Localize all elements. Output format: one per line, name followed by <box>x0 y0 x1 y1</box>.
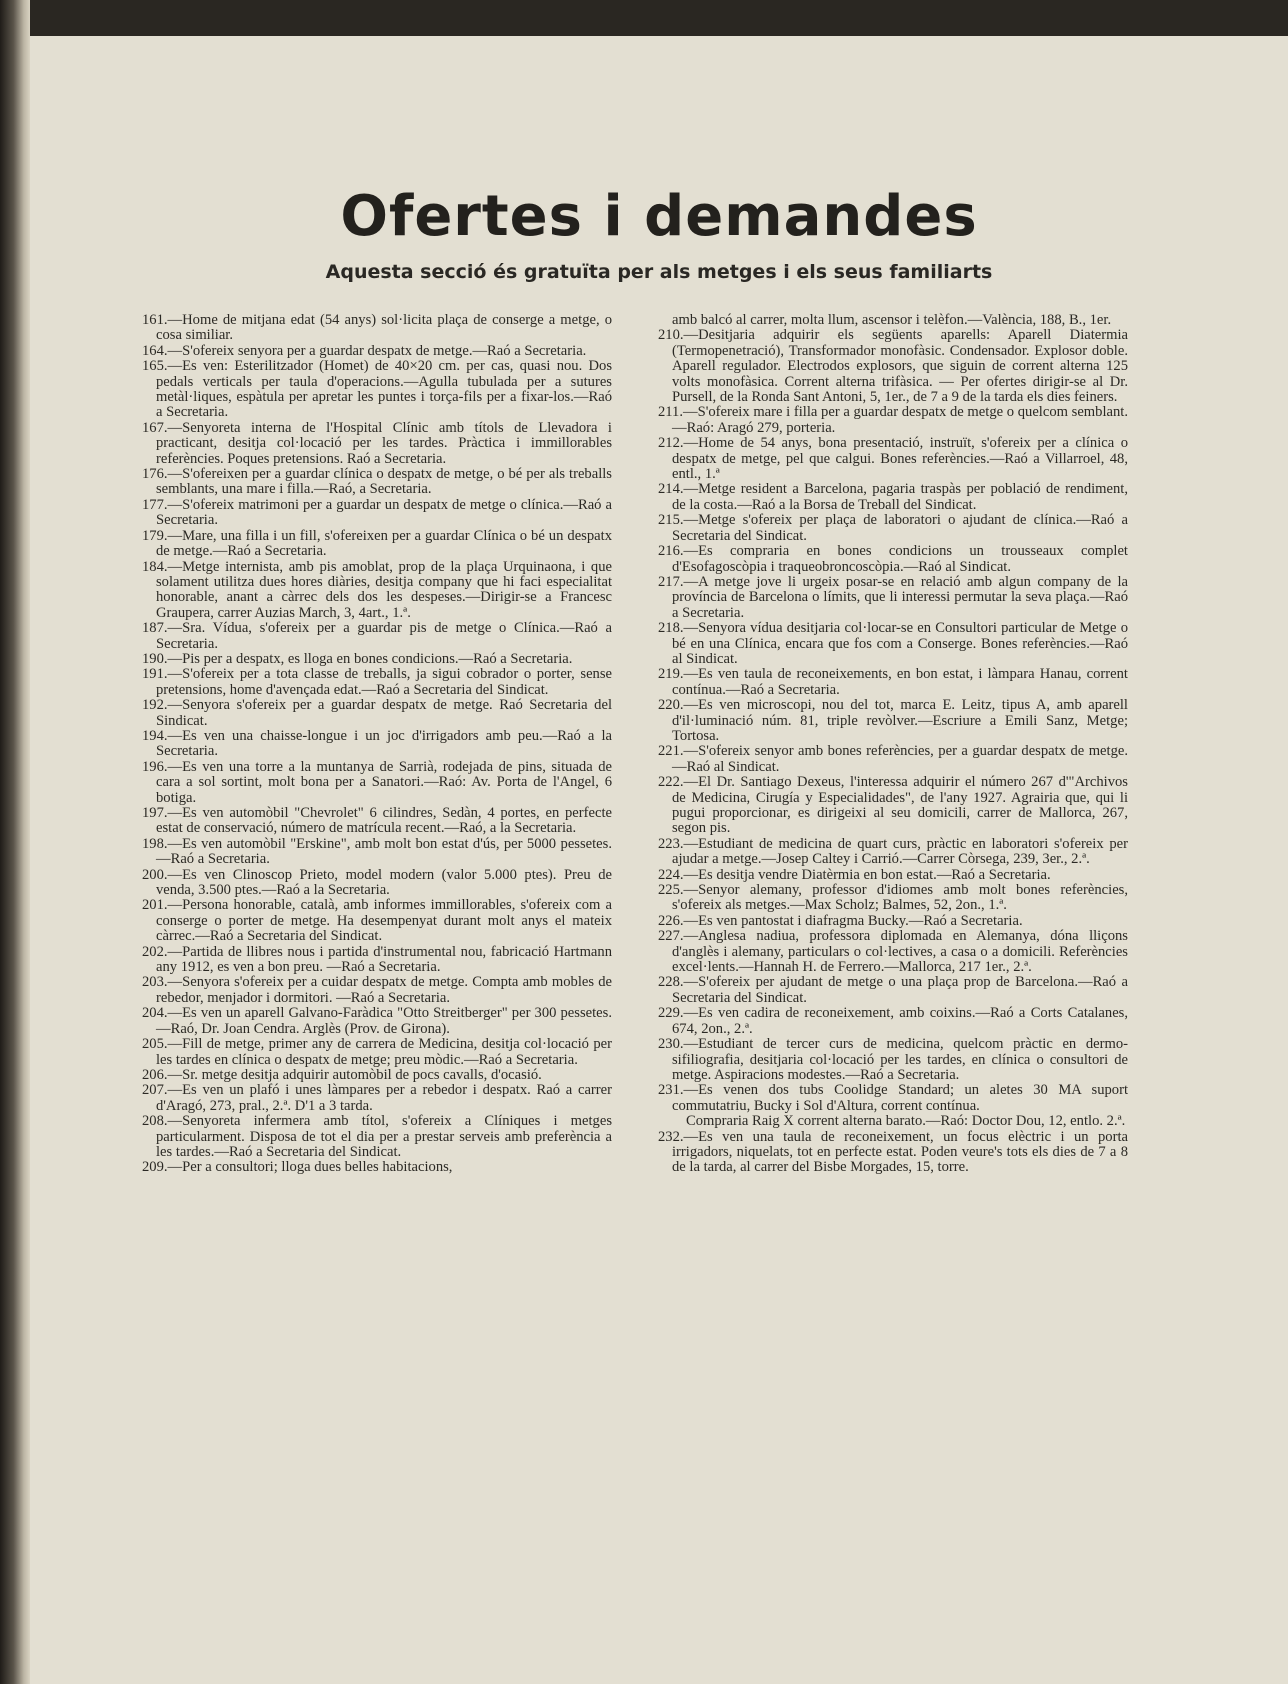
classified-entry: 232.—Es ven una taula de reconeixement, un focus elèctric i un porta irrigadors, niquelats, tot en perfecte estat. Poden veure's tots els dies de 7 a 8 de la tarda, al carrer del Bisbe Morgades, 15, torre. <box>658 1128 1128 1176</box>
classified-entry: 198.—Es ven automòbil "Erskine", amb molt bon estat d'ús, per 5000 pessetes.—Raó a Secretaria. <box>142 835 612 868</box>
classified-entry: 221.—S'ofereix senyor amb bones referències, per a guardar despatx de metge.—Raó al Sindicat. <box>658 743 1128 775</box>
book-spine <box>0 0 30 1684</box>
classified-entry: 224.—Es desitja vendre Diatèrmia en bon estat.—Raó a Secretaria. <box>658 866 1051 883</box>
classified-entry: 208.—Senyoreta infermera amb títol, s'ofereix a Clíniques i metges particularment. Disposa de tot el dia per a prestar serveis amb preferència a les tardes.—Raó a Secretaria del Sindicat. <box>142 1113 612 1160</box>
classified-entry: 176.—S'ofereixen per a guardar clínica o despatx de metge, o bé per als treballs semblants, una mare i filla.—Raó, a Secretaria. <box>142 466 612 498</box>
classified-entry: 165.—Es ven: Esterilitzador (Homet) de 40×20 cm. per cas, quasi nou. Dos pedals verticals per taula d'operacions.—Agulla tubulada per a sutures metàl·liques, espàtula per apretar les puntes i torça-fils per a fixar-los.—Raó a Secretaria. <box>142 358 612 421</box>
classified-entry: 200.—Es ven Clinoscop Prieto, model modern (valor 5.000 ptes). Preu de venda, 3.500 ptes.—Raó a la Secretaria. <box>142 866 612 899</box>
classified-entry: 228.—S'ofereix per ajudant de metge o una plaça prop de Barcelona.—Raó a Secretaria del Sindicat. <box>658 974 1128 1006</box>
classified-entry: 218.—Senyora vídua desitjaria col·locar-se en Consultori particular de Metge o bé en una Clínica, encara que fos com a Conserge. Bones referències.—Raó al Sindicat. <box>658 620 1128 667</box>
classified-entry: 227.—Anglesa nadiua, professora diplomada en Alemanya, dóna lliçons d'anglès i alemany, particulars o col·lectives, a casa o a domicili. Referències excel·lents.—Hannah H. de Ferrero.—Mallorca, 217 1er., 2.ª. <box>658 928 1128 976</box>
classified-entry: 215.—Metge s'ofereix per plaça de laboratori o ajudant de clínica.—Raó a Secretaria del Sindicat. <box>658 512 1128 544</box>
classified-entry: 194.—Es ven una chaisse-longue i un joc d'irrigadors amb peu.—Raó a la Secretaria. <box>142 727 612 760</box>
classified-entry: 177.—S'ofereix matrimoni per a guardar un despatx de metge o clínica.—Raó a Secretaria. <box>142 496 612 529</box>
classified-entry: 164.—S'ofereix senyora per a guardar despatx de metge.—Raó a Secretaria. <box>142 342 587 359</box>
classified-entry: 196.—Es ven una torre a la muntanya de Sarrià, rodejada de pins, situada de cara a sol sortint, molt bona per a Sanatori.—Raó: Av. Porta de l'Angel, 6 botiga. <box>142 758 612 806</box>
left-column <box>142 313 612 1176</box>
classified-entry: 212.—Home de 54 anys, bona presentació, instruït, s'ofereix per a clínica o despatx de metge, pel que calgui. Bones referències.—Raó a Villarroel, 48, entl., 1.ª <box>658 435 1128 483</box>
classified-entry: 211.—S'ofereix mare i filla per a guardar despatx de metge o quelcom semblant.—Raó: Aragó 279, porteria. <box>658 404 1128 436</box>
classified-entry: 179.—Mare, una filla i un fill, s'ofereixen per a guardar Clínica o bé un despatx de metge.—Raó a Secretaria. <box>142 527 612 560</box>
classified-entry: 223.—Estudiant de medicina de quart curs, pràctic en laboratori s'ofereix per ajudar a metge.—Josep Caltey i Carrió.—Carrer Còrsega, 239, 3er., 2.ª. <box>658 835 1128 868</box>
classified-entry: amb balcó al carrer, molta llum, ascensor i telèfon.—València, 188, B., 1er. <box>672 312 1112 328</box>
classified-entry: 219.—Es ven taula de reconeixements, en bon estat, i làmpara Hanau, corrent contínua.—Raó a Secretaria. <box>658 666 1128 698</box>
classified-entry: 206.—Sr. metge desitja adquirir automòbil de pocs cavalls, d'ocasió. <box>142 1066 542 1083</box>
page <box>30 36 1288 1684</box>
classified-entry: 192.—Senyora s'ofereix per a guardar despatx de metge. Raó Secretaria del Sindicat. <box>142 697 612 729</box>
classified-entry: 225.—Senyor alemany, professor d'idiomes amb molt bones referències, s'ofereix als metges.—Max Scholz; Balmes, 52, 2on., 1.ª. <box>658 882 1128 914</box>
classified-entry: 184.—Metge internista, amb pis amoblat, prop de la plaça Urquinaona, i que solament utilitza dues hores diàries, desitja company que hi faci especialitat honorable, anant a càrrec dels dos les despeses.—Dirigir-se a Francesc Graupera, carrer Auzias March, 3, 4art., 1.ª. <box>142 558 612 621</box>
classified-entry: 217.—A metge jove li urgeix posar-se en relació amb algun company de la província de Barcelona o límits, que li interessi permutar la seva plaça.—Raó a Secretaria. <box>658 573 1128 621</box>
classified-entry: 222.—El Dr. Santiago Dexeus, l'interessa adquirir el número 267 d'"Archivos de Medicina, Cirugía y Especialidades", de l'any 1927. Agrairia que, qui li pugui proporcionar, es dirigeixi al seu domicili, carrer de Mallorca, 267, segon pis. <box>658 774 1128 837</box>
right-column <box>658 313 1128 1176</box>
classified-entry: Compraria Raig X corrent alterna barato.—Raó: Doctor Dou, 12, entlo. 2.ª. <box>686 1113 1126 1130</box>
classified-entry: 167.—Senyoreta interna de l'Hospital Clínic amb títols de Llevadora i practicant, desitja col·locació per les tardes. Pràctica i immillorables referències. Poques pretensions. Raó a Secretaria. <box>142 419 612 467</box>
page-title: Ofertes i demandes <box>340 184 978 249</box>
classified-entry: 197.—Es ven automòbil "Chevrolet" 6 cilindres, Sedàn, 4 portes, en perfecte estat de conservació, número de matrícula recent.—Raó, a la Secretaria. <box>142 805 612 837</box>
classified-entry: 210.—Desitjaria adquirir els següents aparells: Aparell Diatermia (Termopenetració), Transformador monofàsic. Condensador. Explosor doble. Aparell regulador. Electrodos explosors, que siguin de corrent alterna 125 volts monofàsica. Corrent alterna trifàsica. — Per ofertes dirigir-se al Dr. Pursell, de la Ronda Sant Antoni, 5, 1er., de 7 a 9 de la tarda els dies feiners. <box>658 327 1128 406</box>
classified-entry: 207.—Es ven un plafó i unes làmpares per a rebedor i despatx. Raó a carrer d'Aragó, 273, pral., 2.ª. D'1 a 3 tarda. <box>142 1082 612 1114</box>
classified-entry: 214.—Metge resident a Barcelona, pagaria traspàs per població de rendiment, de la costa.—Raó a la Borsa de Treball del Sindicat. <box>658 481 1128 513</box>
classified-entry: 187.—Sra. Vídua, s'ofereix per a guardar pis de metge o Clínica.—Raó a Secretaria. <box>142 620 612 652</box>
classified-entry: 204.—Es ven un aparell Galvano-Faràdica "Otto Streitberger" per 300 pessetes.—Raó, Dr. Joan Cendra. Arglès (Prov. de Girona). <box>142 1005 612 1037</box>
classified-entry: 205.—Fill de metge, primer any de carrera de Medicina, desitja col·locació per les tardes en clínica o despatx de metge; preu mòdic.—Raó a Secretaria. <box>142 1036 612 1068</box>
classified-entry: 231.—Es venen dos tubs Coolidge Standard; un aletes 30 MA suport commutatriu, Bucky i Sol d'Altura, corrent contínua. <box>658 1082 1128 1114</box>
classified-entry: 229.—Es ven cadira de reconeixement, amb coixins.—Raó a Corts Catalanes, 674, 2on., 2.ª. <box>658 1005 1128 1037</box>
page-subtitle: Aquesta secció és gratuïta per als metges i els seus familiarts <box>325 261 993 283</box>
classified-entry: 230.—Estudiant de tercer curs de medicina, quelcom pràctic en dermo-sifiliografia, desitjaria col·locació per les tardes, en clínica o consultori de metge. Aspiracions modestes.—Raó a Secretaria. <box>658 1036 1128 1083</box>
classified-entry: 202.—Partida de llibres nous i partida d'instrumental nou, fabricació Hartmann any 1912, es ven a bon preu. —Raó a Secretaria. <box>142 943 612 976</box>
classified-entry: 191.—S'ofereix per a tota classe de treballs, ja sigui cobrador o porter, sense pretensions, home d'avençada edat.—Raó a Secretaria del Sindicat. <box>142 666 612 698</box>
classified-entry: 161.—Home de mitjana edat (54 anys) sol·licita plaça de conserge a metge, o cosa similiar. <box>142 312 612 344</box>
classified-entry: 201.—Persona honorable, català, amb informes immillorables, s'ofereix com a conserge o porter de metge. Ha desempenyat durant molt anys el mateix càrrec.—Raó a Secretaria del Sindicat. <box>142 897 612 945</box>
classified-entry: 203.—Senyora s'ofereix per a cuidar despatx de metge. Compta amb mobles de rebedor, menjador i dormitori. —Raó a Secretaria. <box>142 974 612 1006</box>
classified-entry: 209.—Per a consultori; lloga dues belles habitacions, <box>142 1159 453 1176</box>
classified-entry: 190.—Pis per a despatx, es lloga en bones condicions.—Raó a Secretaria. <box>142 650 573 667</box>
classified-entry: 220.—Es ven microscopi, nou del tot, marca E. Leitz, tipus A, amb aparell d'il·luminació núm. 81, triple revòlver.—Escriure a Emili Sanz, Metge; Tortosa. <box>658 697 1128 744</box>
classified-entry: 226.—Es ven pantostat i diafragma Bucky.—Raó a Secretaria. <box>658 912 1023 929</box>
classified-entry: 216.—Es compraria en bones condicions un trousseaux complet d'Esofagoscòpia i traqueobroncoscòpia.—Raó al Sindicat. <box>658 543 1128 575</box>
